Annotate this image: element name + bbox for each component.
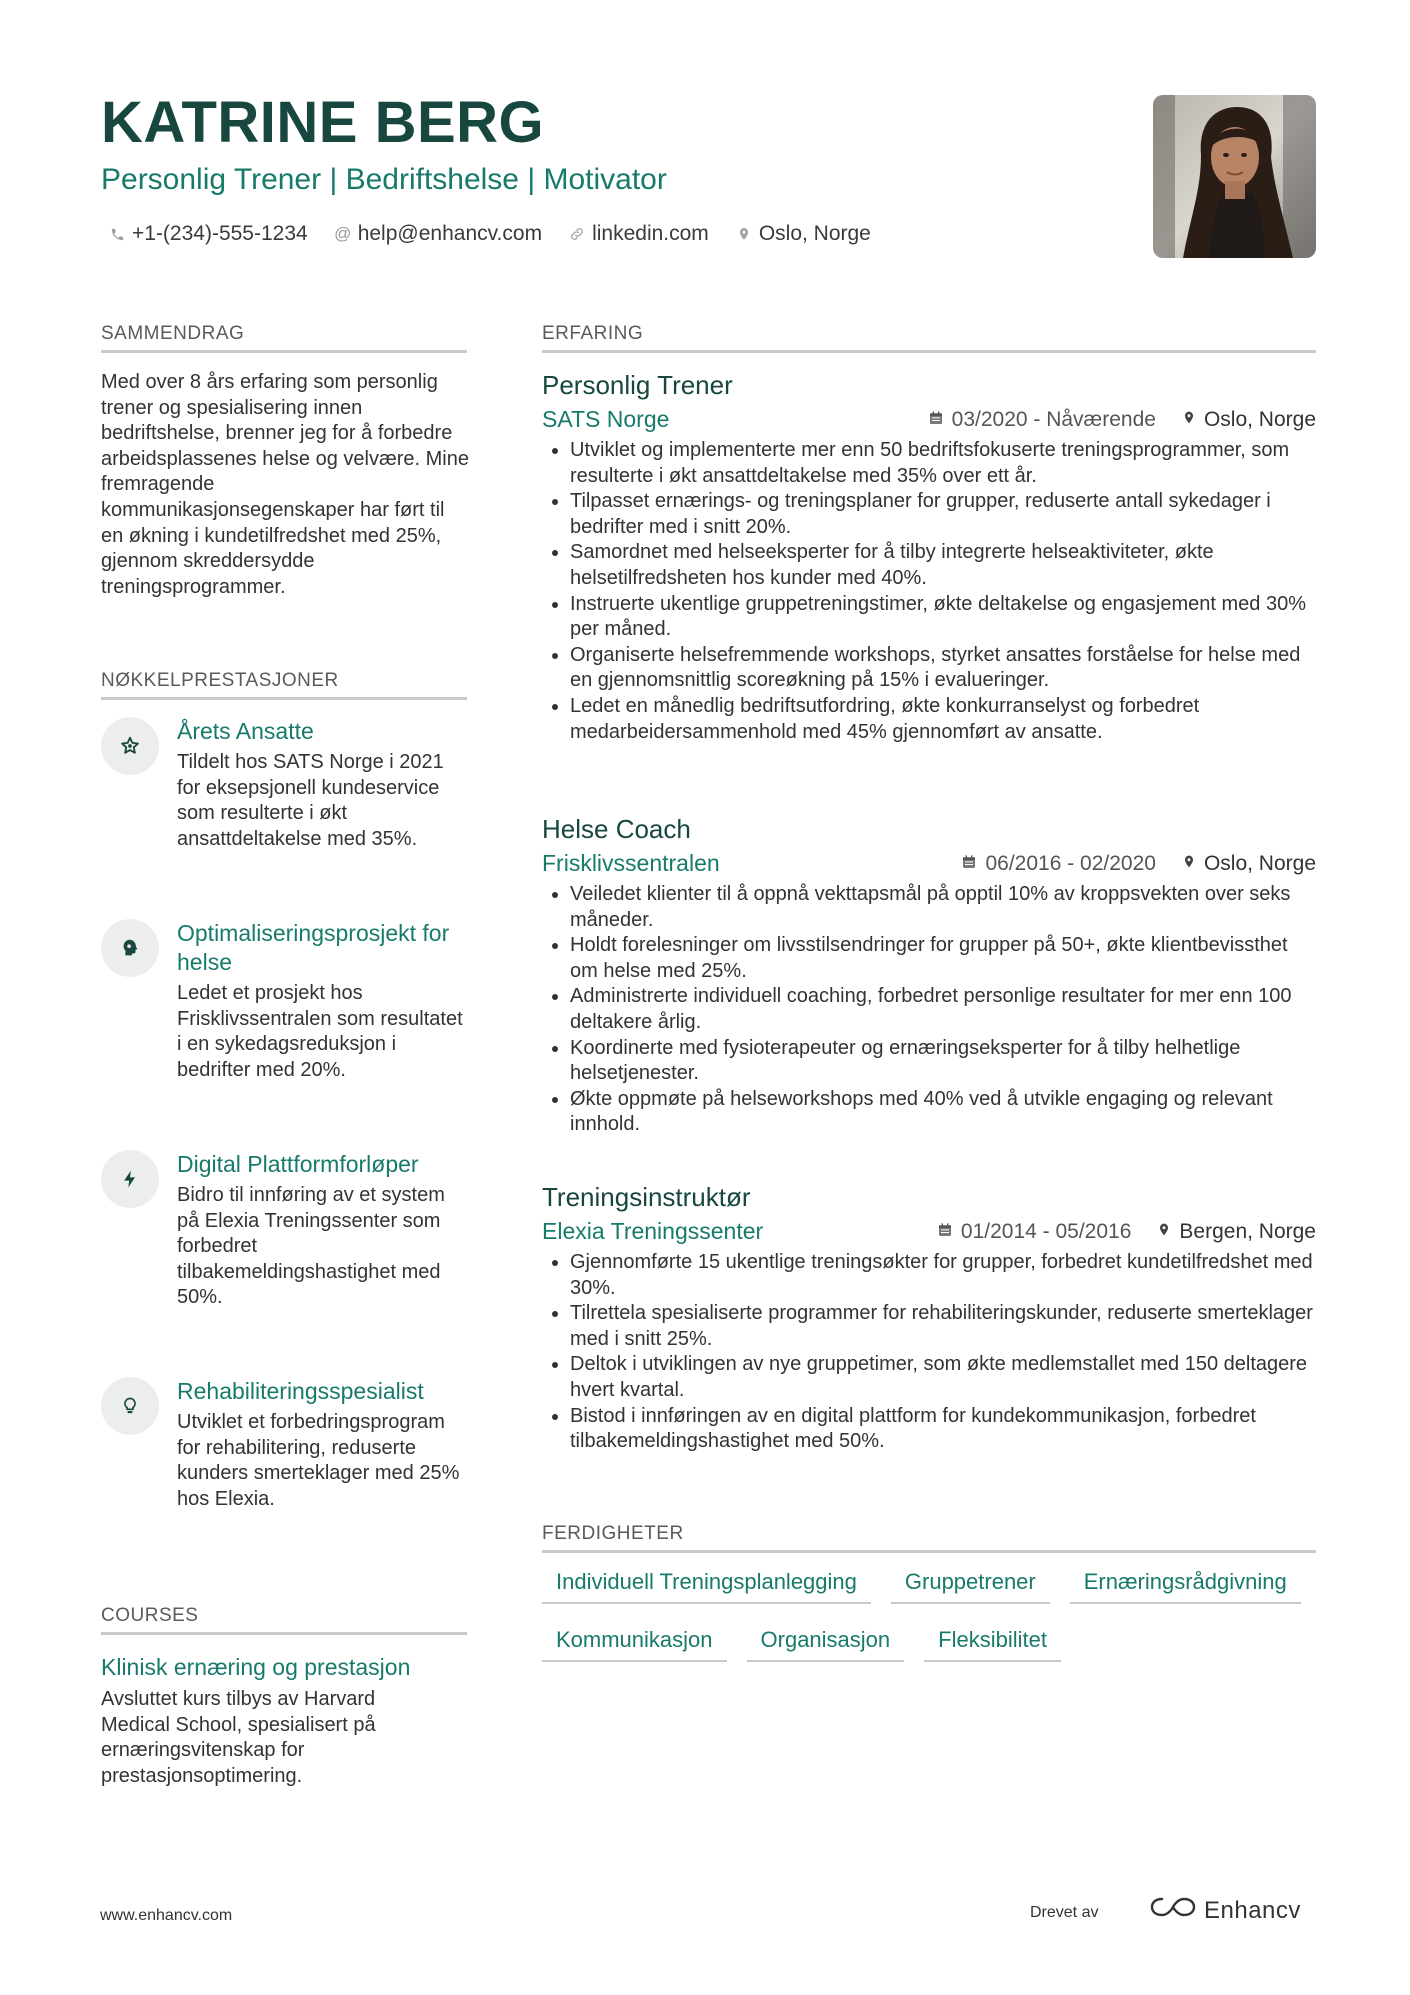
job-bullet: • Tilrettela spesialiserte programmer for rehabiliteringskunder, reduserte smerteklager med i snitt 25%.	[570, 1301, 1316, 1352]
contact-email[interactable]	[334, 219, 542, 249]
job-company: Frisklivssentralen	[542, 850, 720, 876]
calendar-icon	[928, 406, 944, 434]
achievement-desc: Ledet et prosjekt hos Frisklivssentralen som resultatet i en sykedagsreduksjon i bedrifter med 20%.	[177, 982, 463, 1081]
job-dates: 01/2014 - 05/2016	[960, 1220, 1132, 1243]
candidate-name: KATRINE BERG	[101, 90, 545, 155]
enhancv-logo[interactable]	[1150, 1895, 1301, 1926]
job-bullet: • Tilpasset ernærings- og treningsplaner for grupper, reduserte antall sykedager i bedrifter med i snitt 20%.	[570, 489, 1316, 540]
job-location: Bergen, Norge	[1179, 1220, 1316, 1243]
job-bullets	[542, 882, 1316, 1138]
location-pin-icon	[1157, 1218, 1171, 1246]
contact-linkedin[interactable]	[568, 219, 709, 249]
skill-tag: Gruppetrener	[891, 1562, 1050, 1604]
calendar-icon	[937, 1218, 953, 1246]
section-title-achievements: NØKKELPRESTASJONER	[101, 670, 339, 691]
skill-tag: Individuell Treningsplanlegging	[542, 1562, 871, 1604]
section-divider	[542, 1550, 1316, 1553]
skill-tag: Fleksibilitet	[924, 1620, 1061, 1662]
job-bullets	[542, 438, 1316, 745]
job-bullet: • Gjennomførte 15 ukentlige treningsøkter for grupper, forbedret kundetilfredshet med 30%.	[570, 1250, 1316, 1301]
skill-tag: Kommunikasjon	[542, 1620, 727, 1662]
achievement-title: Optimaliseringsprosjekt for helse	[177, 920, 450, 975]
section-title-summary: SAMMENDRAG	[101, 323, 245, 344]
contact-phone-text: +1-(234)-555-1234	[132, 222, 308, 245]
star-icon	[101, 717, 159, 775]
contact-bar	[108, 219, 871, 249]
location-pin-icon	[1182, 850, 1196, 878]
skill-tag: Ernæringsrådgivning	[1070, 1562, 1301, 1604]
achievement-item	[101, 717, 471, 852]
job-location: Oslo, Norge	[1203, 408, 1316, 431]
footer-powered-by: Drevet av	[1030, 1904, 1099, 1921]
achievement-title: Rehabiliteringsspesialist	[177, 1378, 424, 1404]
job-bullet: • Administrerte individuell coaching, forbedret personlige resultater for mer enn 100 deltakere årlig.	[570, 984, 1316, 1035]
job-bullet: • Instruerte ukentlige gruppetreningstimer, økte deltakelse og engasjement med 30% per måned.	[570, 592, 1316, 643]
achievement-title: Årets Ansatte	[177, 718, 314, 744]
job-role: Treningsinstruktør	[542, 1182, 751, 1212]
section-divider	[542, 350, 1316, 353]
contact-location	[735, 219, 871, 249]
headline: Personlig Trener | Bedriftshelse | Motivator	[101, 163, 667, 196]
profile-photo	[1153, 95, 1316, 258]
achievement-item	[101, 919, 471, 1083]
location-pin-icon	[1182, 406, 1196, 434]
link-icon	[568, 226, 586, 242]
phone-icon	[108, 227, 126, 242]
enhancv-logo-text: Enhancv	[1204, 1896, 1301, 1924]
calendar-icon	[961, 850, 977, 878]
experience-item	[542, 368, 1316, 745]
job-dates: 03/2020 - Nåværende	[951, 408, 1156, 431]
brain-head-icon	[101, 919, 159, 977]
job-company: SATS Norge	[542, 406, 670, 432]
job-bullet: • Veiledet klienter til å oppnå vekttapsmål på opptil 10% av kroppsvekten over seks måneder.	[570, 882, 1316, 933]
course-title: Klinisk ernæring og prestasjon	[101, 1654, 411, 1680]
achievement-desc: Bidro til innføring av et system på Elexia Treningssenter som forbedret tilbakemeldingshastighet med 50%.	[177, 1184, 445, 1309]
job-dates: 06/2016 - 02/2020	[985, 852, 1156, 875]
lightbulb-icon	[101, 1377, 159, 1435]
job-bullet: • Deltok i utviklingen av nye gruppetimer, som økte medlemstallet med 150 deltagere hvert kvartal.	[570, 1352, 1316, 1403]
job-bullet: • Utviklet og implementerte mer enn 50 bedriftsfokuserte treningsprogrammer, som resulterte i økt ansattdeltakelse med 35% over ett år.	[570, 438, 1316, 489]
achievement-desc: Tildelt hos SATS Norge i 2021 for eksepsjonell kundeservice som resulterte i økt ansattdeltakelse med 35%.	[177, 751, 444, 850]
location-pin-icon	[735, 226, 753, 242]
course-desc: Avsluttet kurs tilbys av Harvard Medical School, spesialisert på ernæringsvitenskap for prestasjonsoptimering.	[101, 1688, 376, 1787]
summary-text: Med over 8 års erfaring som personlig trener og spesialisering innen bedriftshelse, brenner jeg for å forbedre arbeidsplassenes helse og velvære. Mine fremragende kommunikasjonsegenskaper har ført til en økning i kundetilfredshet med 25%, gjennom skreddersydde treningsprogrammer.	[101, 371, 469, 598]
skill-tag: Organisasjon	[747, 1620, 905, 1662]
job-role: Helse Coach	[542, 814, 691, 844]
experience-item	[542, 1180, 1316, 1455]
contact-phone[interactable]	[108, 219, 308, 249]
job-bullet: • Holdt forelesninger om livsstilsendringer for grupper på 50+, økte klientbevissthet om helse med 25%.	[570, 933, 1316, 984]
section-title-experience: ERFARING	[542, 323, 644, 344]
contact-linkedin-text: linkedin.com	[592, 222, 709, 245]
job-bullet: • Organiserte helsefremmende workshops, styrket ansattes forståelse for helse med en gjennomsnittlig scoreøkning på 15% i evalueringer.	[570, 643, 1316, 694]
achievement-item	[101, 1150, 471, 1311]
achievement-title: Digital Plattformforløper	[177, 1151, 419, 1177]
achievement-item	[101, 1377, 471, 1512]
job-bullet: • Bistod i innføringen av en digital plattform for kundekommunikasjon, forbedret tilbakemeldingshastighet med 50%.	[570, 1404, 1316, 1455]
job-role: Personlig Trener	[542, 370, 733, 400]
section-divider	[101, 697, 467, 700]
job-company: Elexia Treningssenter	[542, 1218, 764, 1244]
enhancv-logo-icon	[1150, 1895, 1196, 1926]
section-divider	[101, 350, 467, 353]
lightning-icon	[101, 1150, 159, 1208]
footer-website[interactable]: www.enhancv.com	[100, 1907, 233, 1924]
contact-email-text: help@enhancv.com	[357, 222, 543, 245]
job-bullet: • Koordinerte med fysioterapeuter og ernæringseksperter for å tilby helhetlige helsetjenester.	[570, 1036, 1316, 1087]
job-bullet: • Ledet en månedlig bedriftsutfordring, økte konkurranselyst og forbedret medarbeidersammenhold med 45% gjennomført av ansatte.	[570, 694, 1316, 745]
job-bullet: • Økte oppmøte på helseworkshops med 40% ved å utvikle engaging og relevant innhold.	[570, 1087, 1316, 1138]
section-title-courses: COURSES	[101, 1605, 199, 1626]
experience-item	[542, 812, 1316, 1138]
skills-list	[542, 1562, 1316, 1662]
at-icon: @	[334, 224, 352, 243]
job-bullet: • Samordnet med helseeksperter for å tilby integrerte helseaktiviteter, økte helsetilfredsheten hos kunder med 40%.	[570, 540, 1316, 591]
achievement-desc: Utviklet et forbedringsprogram for rehabilitering, reduserte kunders smerteklager med 25% hos Elexia.	[177, 1411, 460, 1510]
job-bullets	[542, 1250, 1316, 1455]
contact-location-text: Oslo, Norge	[758, 222, 871, 245]
job-location: Oslo, Norge	[1203, 852, 1316, 875]
section-divider	[101, 1632, 467, 1635]
section-title-skills: FERDIGHETER	[542, 1523, 684, 1544]
